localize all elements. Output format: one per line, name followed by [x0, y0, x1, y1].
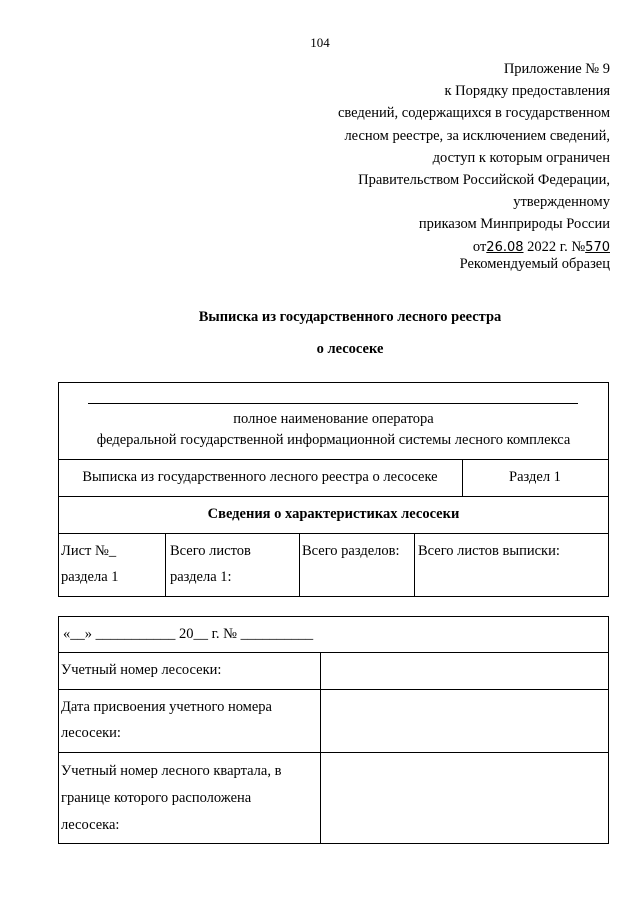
table-border: [165, 533, 166, 597]
table-border: [58, 496, 609, 497]
section-label: Раздел 1: [509, 469, 561, 485]
row-label-line: лесосеки:: [61, 725, 121, 741]
date-year: 2022 г. №: [523, 238, 586, 255]
total-sheets-line-1: Всего листов: [170, 543, 251, 559]
appendix-block: [280, 58, 610, 259]
sheet-number-label: [61, 538, 119, 590]
row-label-line: Дата присвоения учетного номера: [61, 699, 272, 715]
sheet-number-line-2: раздела 1: [61, 569, 119, 585]
row-label-assignment-date: [61, 694, 272, 746]
table-border: [58, 616, 59, 844]
table-border: [58, 616, 609, 617]
table-border: [58, 652, 609, 653]
title-line-1: Выписка из государственного лесного реестра: [198, 309, 502, 325]
appendix-line: лесном реестре, за исключением сведений,: [344, 127, 610, 144]
row-label-account-number: [61, 658, 221, 682]
appendix-line: доступ к которым ограничен: [432, 149, 610, 166]
table-border: [58, 382, 609, 383]
total-extract-sheets-label: Всего листов выписки:: [418, 543, 560, 559]
appendix-line: Правительством Российской Федерации,: [358, 172, 610, 189]
table-border: [58, 843, 609, 844]
appendix-line: приказом Минприроды России: [418, 216, 610, 233]
table-border: [58, 689, 609, 690]
row-label-line: Учетный номер лесосеки:: [61, 662, 222, 678]
handwritten-number: 570: [585, 239, 610, 255]
appendix-line: Приложение № 9: [503, 61, 610, 77]
total-sheets-label: [170, 538, 251, 590]
table-border: [58, 533, 609, 534]
table-border: [414, 533, 415, 597]
date-prefix: от: [472, 238, 487, 255]
extract-label: Выписка из государственного лесного реестра о лесосеке: [82, 469, 438, 485]
appendix-line: к Порядку предоставления: [444, 83, 610, 100]
row-label-line: Учетный номер лесного квартала, в: [61, 763, 282, 779]
table-border: [320, 652, 321, 844]
table-border: [299, 533, 300, 597]
table-border: [58, 596, 609, 597]
info-heading: Сведения о характеристиках лесосеки: [207, 506, 460, 522]
table-border: [58, 459, 609, 460]
title-line-2: о лесосеке: [316, 341, 384, 357]
row-label-line: лесосека:: [61, 817, 120, 833]
handwritten-date: 26.08: [486, 239, 524, 255]
sheet-number-line-1: Лист №_: [61, 543, 117, 559]
row-label-line: границе которого расположена: [61, 790, 252, 806]
date-number-line: «__» ___________ 20__ г. № __________: [63, 626, 314, 642]
operator-caption-1: полное наименование оператора: [233, 411, 434, 427]
sample-label: Рекомендуемый образец: [459, 256, 610, 272]
operator-caption-2: федеральной государственной информационной системы лесного комплекса: [96, 432, 571, 448]
operator-name-line: [88, 403, 578, 404]
row-label-quarter-number: [61, 758, 281, 839]
table-border: [608, 616, 609, 844]
appendix-line: утвержденному: [513, 194, 610, 211]
table-border: [58, 752, 609, 753]
total-sections-label: Всего разделов:: [302, 543, 400, 559]
appendix-line: сведений, содержащихся в государственном: [337, 105, 610, 122]
total-sheets-line-2: раздела 1:: [170, 569, 232, 585]
document-title: [0, 304, 640, 363]
page-number: 104: [310, 35, 330, 50]
